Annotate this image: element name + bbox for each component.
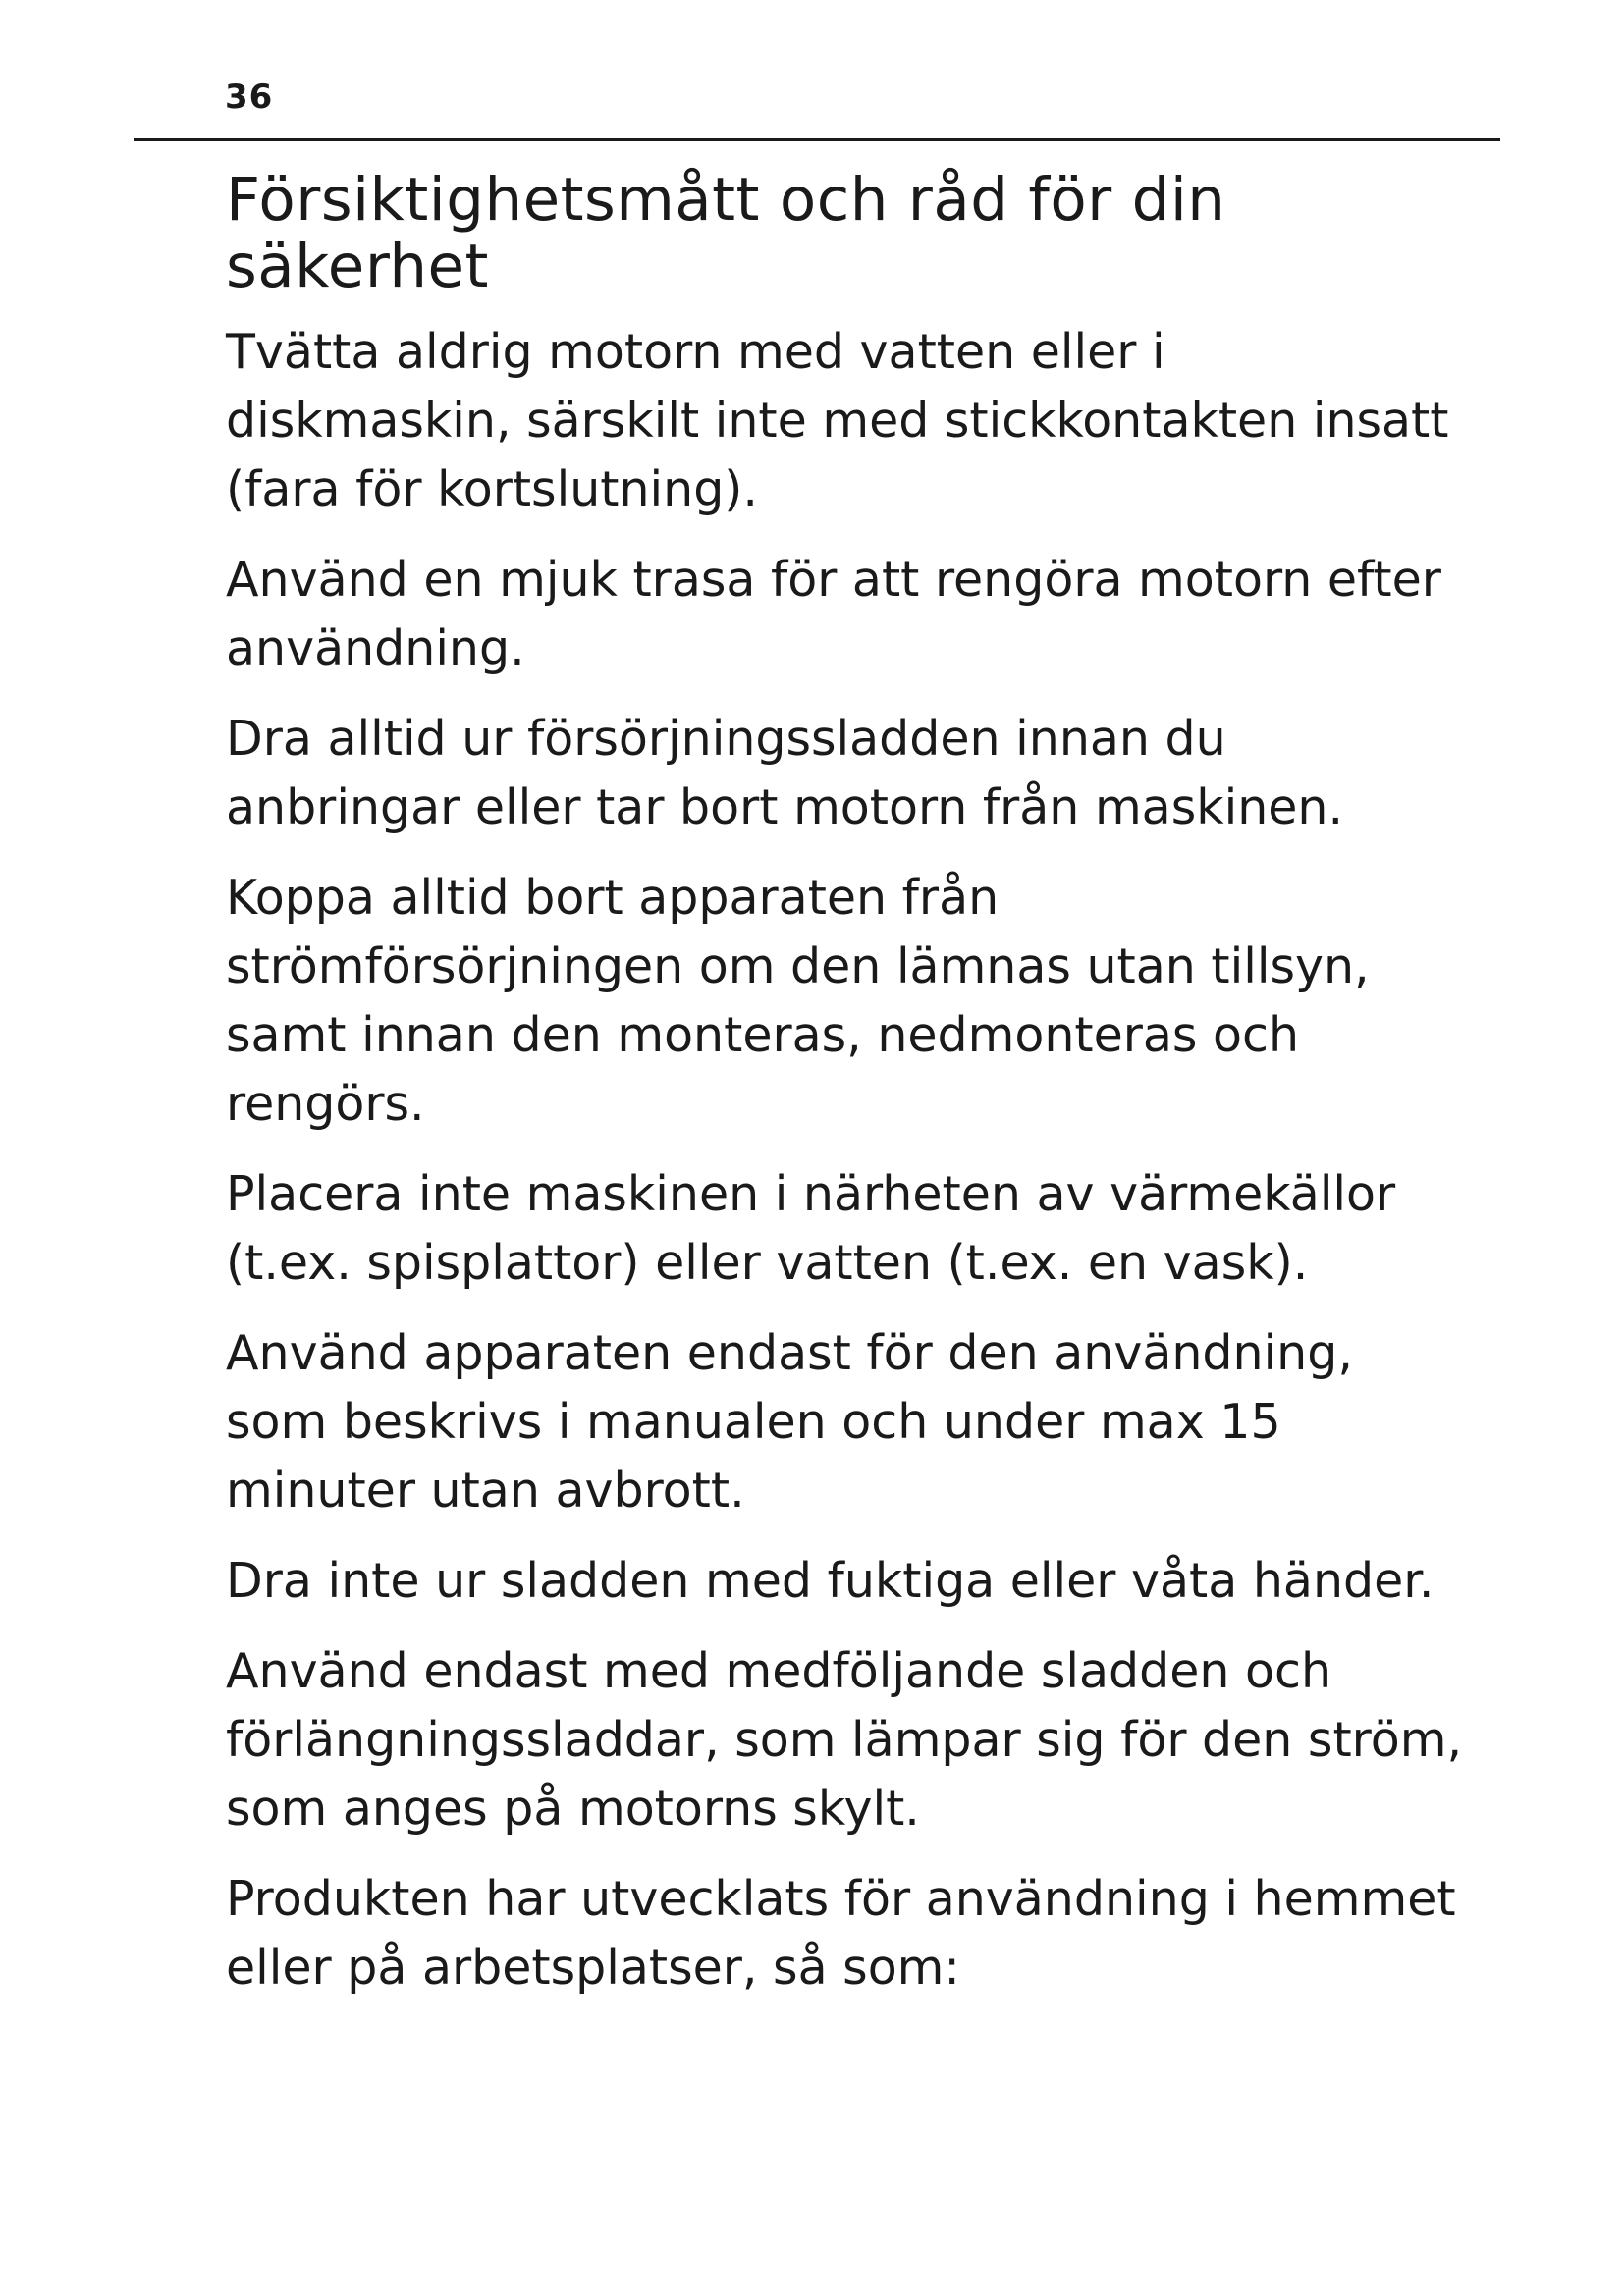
header-divider	[134, 138, 1500, 141]
safety-section	[226, 167, 1463, 2024]
page-number: 36	[225, 78, 274, 117]
paragraph: Tvätta aldrig motorn med vatten eller i diskmaskin, särskilt inte med stickkontakten insatt (fara för kortslutning).	[226, 324, 1449, 517]
paragraph: Använd en mjuk trasa för att rengöra motorn efter användning.	[226, 552, 1441, 676]
paragraph: Dra alltid ur försörjningssladden innan du anbringar eller tar bort motorn från maskinen.	[226, 711, 1344, 835]
paragraph: Använd apparaten endast för den användning, som beskrivs i manualen och under max 15 minuter utan avbrott.	[226, 1325, 1353, 1519]
paragraph: Dra inte ur sladden med fuktiga eller våta händer.	[226, 1553, 1435, 1609]
paragraph: Placera inte maskinen i närheten av värmekällor (t.ex. spisplattor) eller vatten (t.ex. en vask).	[226, 1166, 1396, 1291]
section-title: Försiktighetsmått och råd för din säkerhet	[226, 165, 1226, 301]
paragraph: Använd endast med medföljande sladden och förlängningssladdar, som lämpar sig för den ström, som anges på motorns skylt.	[226, 1643, 1463, 1837]
paragraph: Produkten har utvecklats för användning i hemmet eller på arbetsplatser, så som:	[226, 1871, 1456, 1996]
paragraph: Koppa alltid bort apparaten från strömförsörjningen om den lämnas utan tillsyn, samt innan den monteras, nedmonteras och rengörs.	[226, 870, 1370, 1132]
